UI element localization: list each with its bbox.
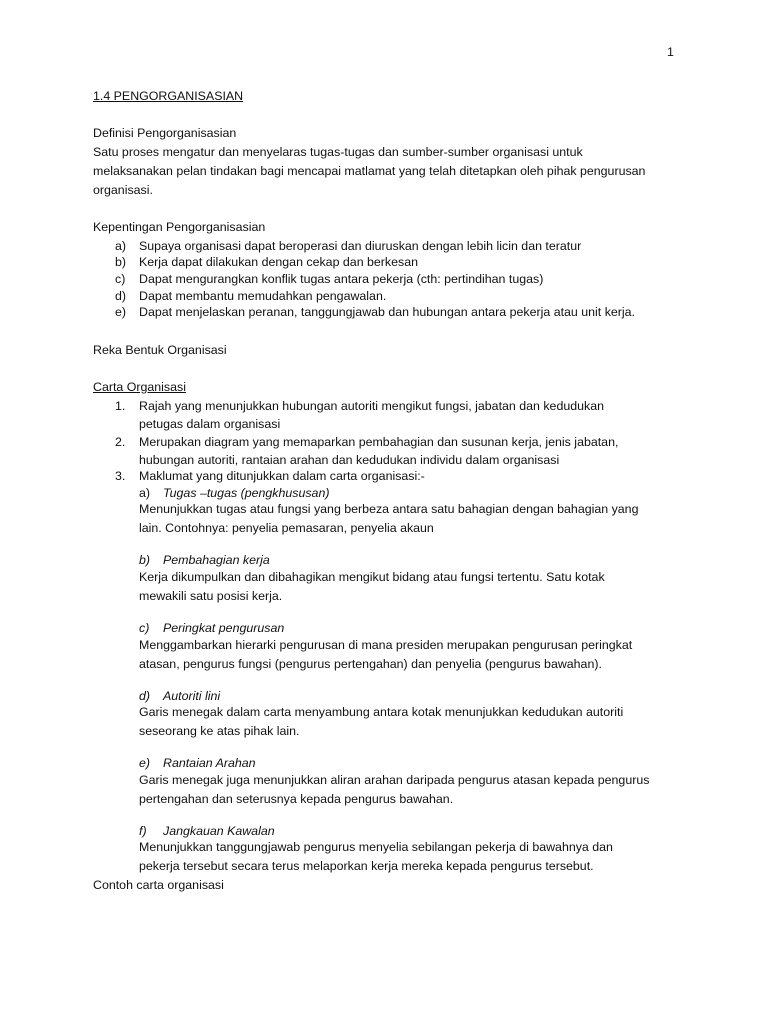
list-label: d) [115,289,127,303]
sub-text: seseorang ke atas pihak lain. [139,724,300,738]
list-item: hubungan autoriti, rantaian arahan dan kedudukan individu dalam organisasi [139,453,560,467]
list-item: Rajah yang menunjukkan hubungan autoriti mengikut fungsi, jabatan dan kedudukan [139,399,604,413]
list-label: 3. [115,469,126,483]
sub-text: lain. Contohnya: penyelia pemasaran, penyelia akaun [139,521,434,535]
sub-text: Garis menegak juga menunjukkan aliran arahan daripada pengurus atasan kepada pengurus [139,773,650,787]
sub-label: d) [139,689,151,703]
sub-label: c) [139,621,150,635]
sub-text: Menunjukkan tugas atau fungsi yang berbeza antara satu bahagian dengan bahagian yang [139,502,639,516]
sub-label: f) [139,824,147,838]
list-item: Kerja dapat dilakukan dengan cekap dan berkesan [139,255,418,269]
sub-title: Peringkat pengurusan [163,621,285,635]
list-item: Dapat menjelaskan peranan, tanggungjawab dan hubungan antara pekerja atau unit kerja. [139,305,635,319]
sub-text: pekerja tersebut secara terus melaporkan kerja mereka kepada pengurus tersebut. [139,859,594,873]
list-label: e) [115,305,127,319]
sub-title: Tugas –tugas (pengkhususan) [163,486,330,500]
sub-title: Pembahagian kerja [163,553,270,567]
sub-label: a) [139,486,151,500]
sub-text: Kerja dikumpulkan dan dibahagikan mengikut bidang atau fungsi tertentu. Satu kotak [139,570,605,584]
definition-line: Satu proses mengatur dan menyelaras tugas-tugas dan sumber-sumber organisasi untuk [93,145,583,159]
list-label: 1. [115,399,126,413]
list-label: c) [115,272,126,286]
sub-label: e) [139,756,151,770]
list-item: Maklumat yang ditunjukkan dalam carta organisasi:- [139,469,425,483]
chart-title: Carta Organisasi [93,380,186,394]
sub-text: Garis menegak dalam carta menyambung antara kotak menunjukkan kedudukan autoriti [139,705,624,719]
sub-title: Autoriti lini [163,689,221,703]
sub-text: atasan, pengurus fungsi (pengurus pertengahan) dan penyelia (pengurus bawahan). [139,657,602,671]
sub-text: pertengahan dan seterusnya kepada pengurus bawahan. [139,792,454,806]
list-label: 2. [115,435,126,449]
list-item: Dapat mengurangkan konflik tugas antara pekerja (cth: pertindihan tugas) [139,272,544,286]
sub-text: Menggambarkan hierarki pengurusan di mana presiden merupakan pengurusan peringkat [139,638,633,652]
design-title: Reka Bentuk Organisasi [93,343,227,357]
list-item: petugas dalam organisasi [139,417,281,431]
list-item: Supaya organisasi dapat beroperasi dan diuruskan dengan lebih licin dan teratur [139,239,582,253]
page-number: 1 [667,45,674,59]
definition-title: Definisi Pengorganisasian [93,126,237,140]
sub-text: mewakili satu posisi kerja. [139,589,283,603]
sub-label: b) [139,553,151,567]
sub-text: Menunjukkan tanggungjawab pengurus menyelia sebilangan pekerja di bawahnya dan [139,840,613,854]
importance-title: Kepentingan Pengorganisasian [93,220,266,234]
sub-title: Rantaian Arahan [163,756,256,770]
definition-line: organisasi. [93,183,153,197]
list-item: Merupakan diagram yang memaparkan pembahagian dan susunan kerja, jenis jabatan, [139,435,619,449]
list-item: Dapat membantu memudahkan pengawalan. [139,289,387,303]
list-label: a) [115,239,127,253]
example-title: Contoh carta organisasi [93,878,224,892]
list-label: b) [115,255,127,269]
section-heading: 1.4 PENGORGANISASIAN [93,89,244,103]
definition-line: melaksanakan pelan tindakan bagi mencapai matlamat yang telah ditetapkan oleh pihak pengurusan [93,164,646,178]
sub-title: Jangkauan Kawalan [163,824,275,838]
